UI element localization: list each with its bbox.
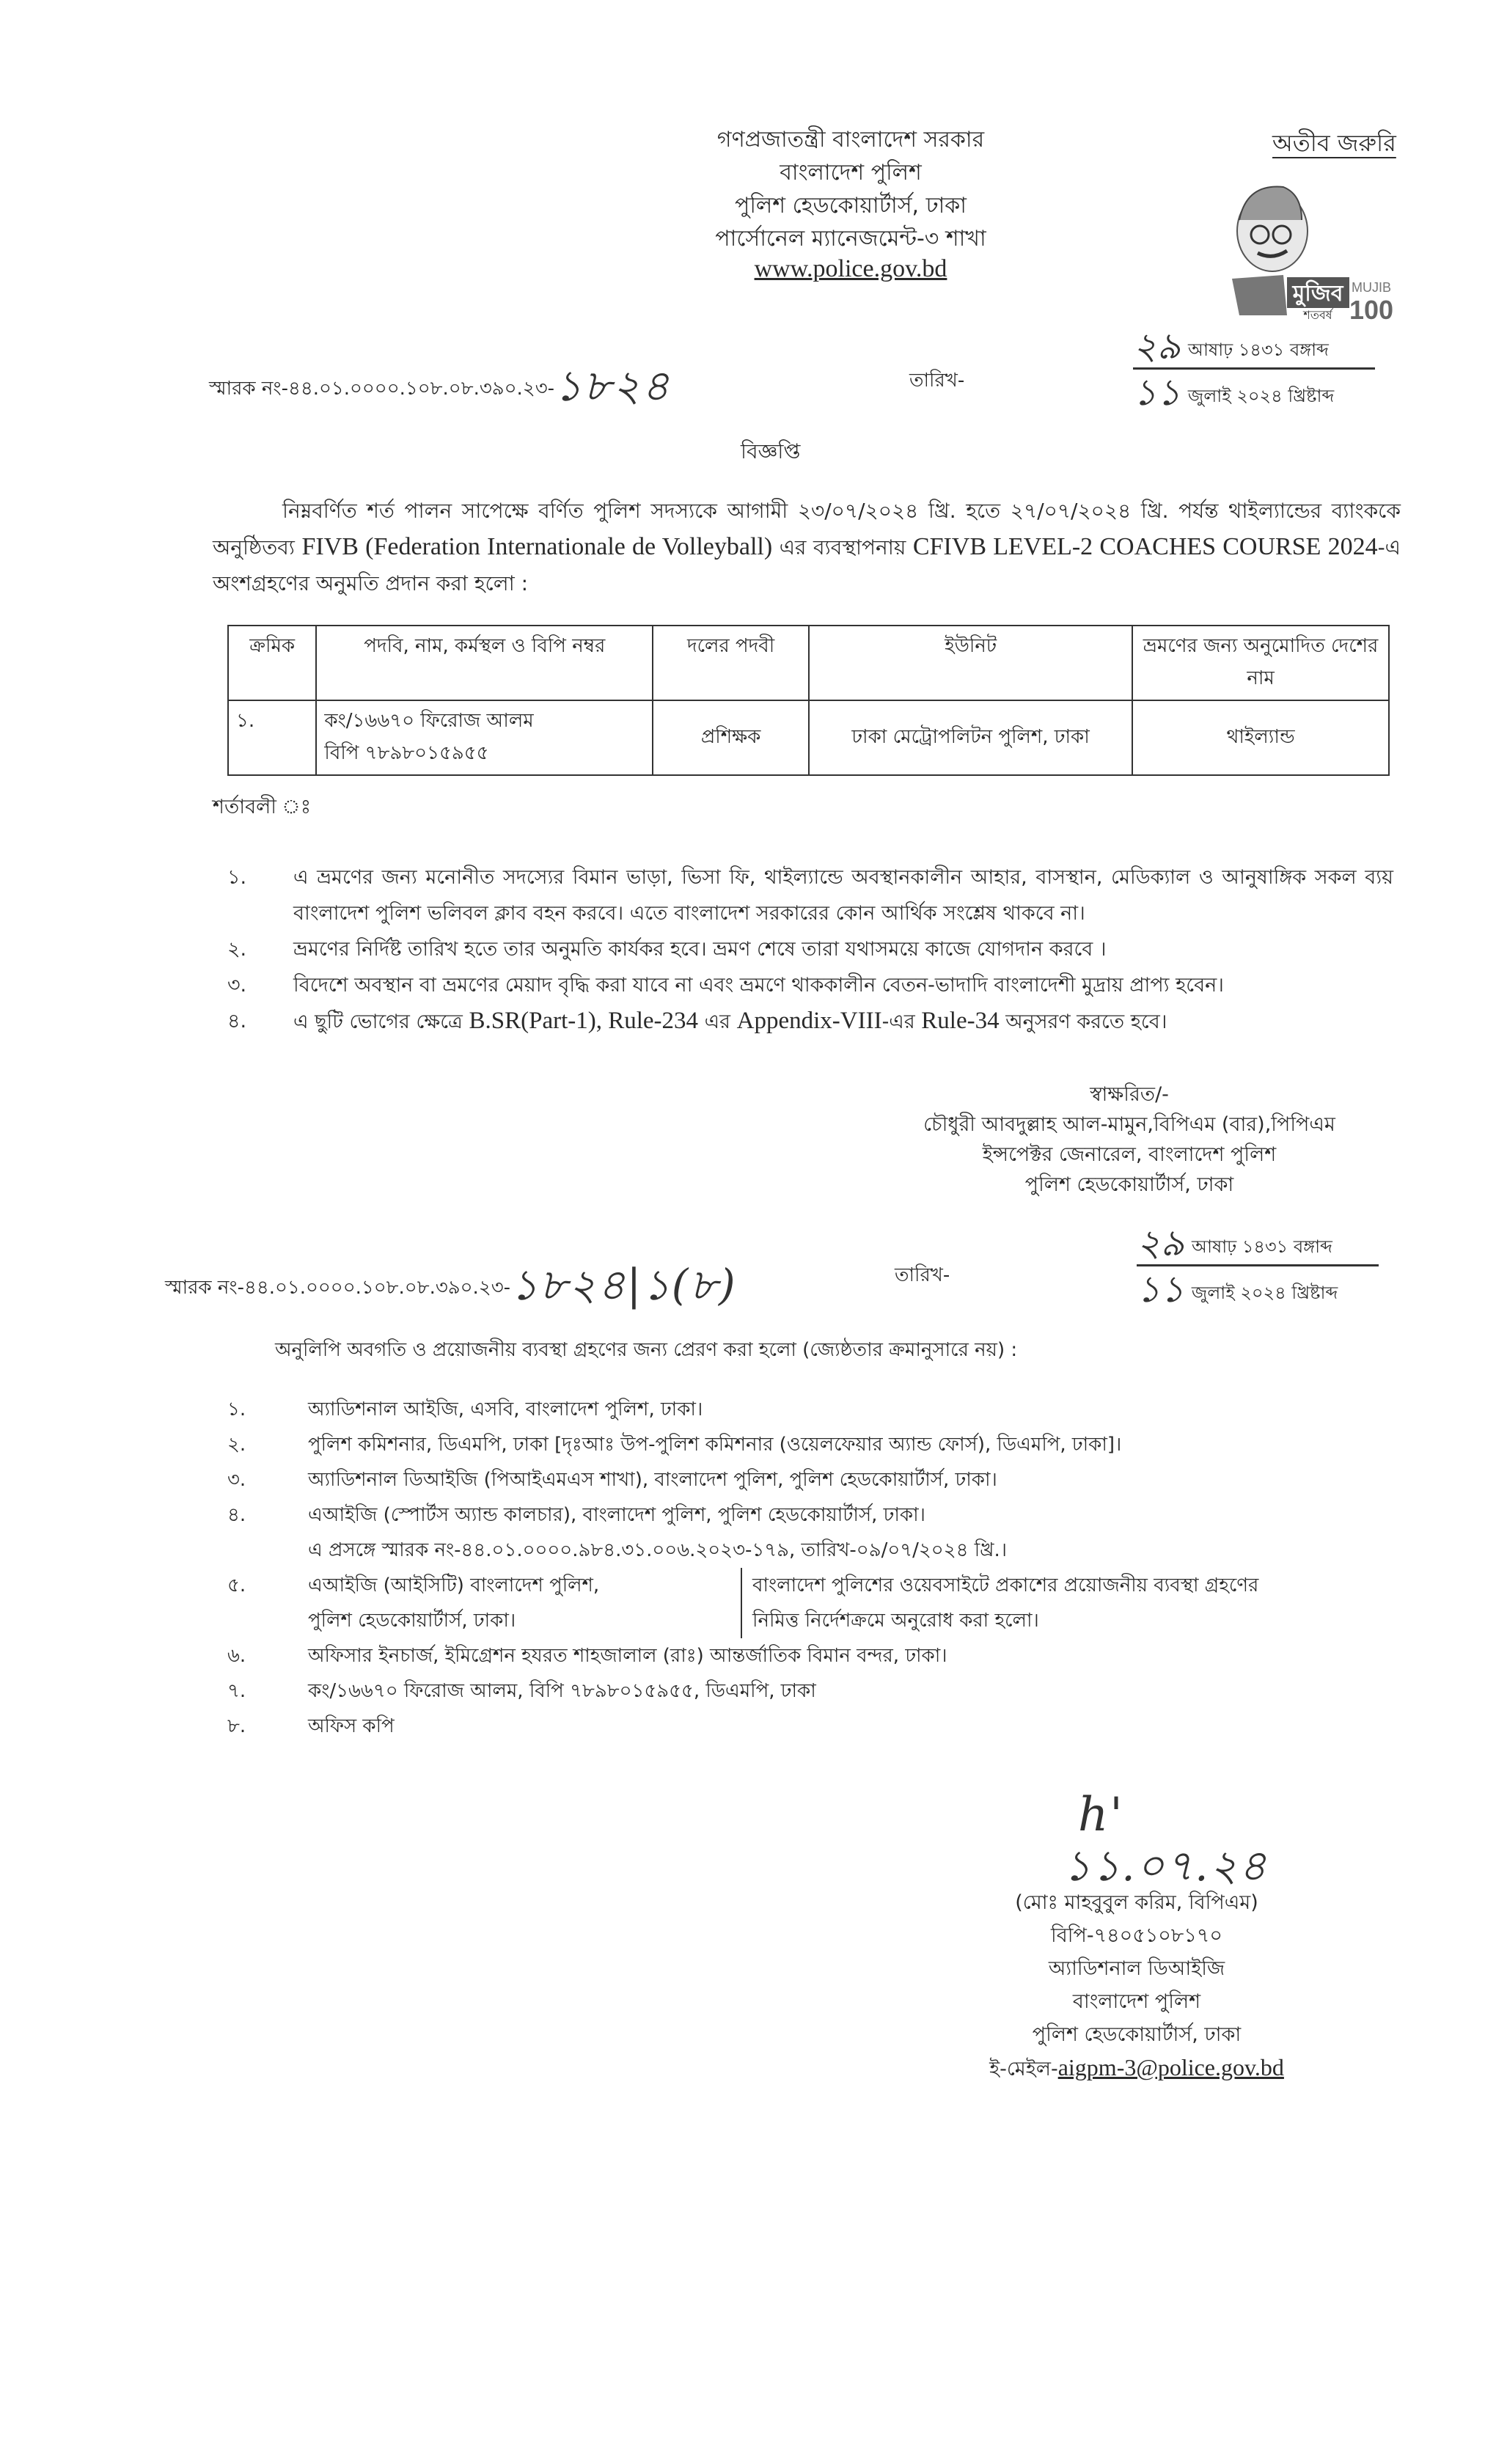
email-link[interactable]: aigpm-3@police.gov.bd <box>1057 2054 1284 2080</box>
table-header-row <box>228 626 1389 700</box>
office-name: পুলিশ হেডকোয়ার্টার্স, ঢাকা <box>734 193 967 219</box>
col-header-serial: ক্রমিক <box>228 626 316 700</box>
govt-name: গণপ্রজাতন্ত্রী বাংলাদেশ সরকার <box>716 127 985 153</box>
reference-note: এ প্রসঙ্গে স্মারক নং-৪৪.০১.০০০০.৯৮৪.৩১.০০৬.২০২৩-১৭৯, তারিখ-০৯/০৭/২০২৪ খ্রি.। <box>308 1539 1008 1561</box>
list-item: ৫. এআইজি (আইসিটি) বাংলাদেশ পুলিশ, পুলিশ হেডকোয়ার্টার্স, ঢাকা। বাংলাদেশ পুলিশের ওয়েবসাইটে প্রকাশের প্রয়োজনীয় ব্যবস্থা গ্রহণের নিমিত্ত নির্দেশক্রমে অনুরোধ করা হলো। <box>227 1568 1401 1638</box>
conditions-title: শর্তাবলী ঃ <box>213 796 312 818</box>
list-item: ২. পুলিশ কমিশনার, ডিএমপি, ঢাকা [দৃঃআঃ উপ-পুলিশ কমিশনার (ওয়েলফেয়ার অ্যান্ড ফোর্স), ডিএমপি, ঢাকা]। <box>227 1434 1122 1456</box>
gregorian-date: ১১ জুলাই ২০২৪ খ্রিষ্টাব্দ <box>1137 1268 1338 1310</box>
list-item: ৬. অফিসার ইনচার্জ, ইমিগ্রেশন হযরত শাহজালাল (রাঃ) আন্তর্জাতিক বিমান বন্দর, ঢাকা। <box>227 1645 947 1667</box>
list-item: ৩. অ্যাডিশনাল ডিআইজি (পিআইএমএস শাখা), বাংলাদেশ পুলিশ, পুলিশ হেডকোয়ার্টার্স, ঢাকা। <box>227 1469 997 1491</box>
date-divider <box>1137 1264 1379 1266</box>
svg-text:মুজিব: মুজিব <box>1292 281 1343 307</box>
handwritten-memo-number: ১৮২৪ <box>554 361 671 411</box>
cell-country: থাইল্যান্ড <box>1132 700 1389 775</box>
member-table <box>227 625 1390 776</box>
condition-item: ৩. বিদেশে অবস্থান বা ভ্রমণের মেয়াদ বৃদ্ধি করা যাবে না এবং ভ্রমণে থাককালীন বেতন-ভাদাদি বাংলাদেশী মুদ্রায় প্রাপ্য হবেন। <box>227 974 1224 997</box>
svg-text:শতবর্ষ: শতবর্ষ <box>1303 308 1332 322</box>
date-label: তারিখ- <box>909 370 965 392</box>
handwritten-memo-number: ১৮২৪|১(৮) <box>510 1260 737 1310</box>
website-request-note: বাংলাদেশ পুলিশের ওয়েবসাইটে প্রকাশের প্রয়োজনীয় ব্যবস্থা গ্রহণের নিমিত্ত নির্দেশক্রমে অনুরোধ করা হলো। <box>741 1568 1258 1638</box>
list-item: ৭. কং/১৬৬৭০ ফিরোজ আলম, বিপি ৭৮৯৮০১৫৯৫৫, ডিএমপি, ঢাকা <box>227 1680 816 1702</box>
date-label: তারিখ- <box>895 1264 950 1286</box>
memo-number-copy: স্মারক নং-৪৪.০১.০০০০.১০৮.০৮.৩৯০.২৩- ১৮২৪|১(৮) <box>165 1253 737 1324</box>
signatory-designation: ইন্সপেক্টর জেনারেল, বাংলাদেশ পুলিশ <box>982 1143 1277 1166</box>
signatory-office: পুলিশ হেডকোয়ার্টার্স, ঢাকা <box>1024 1173 1234 1196</box>
list-item: ৮. অফিস কপি <box>227 1715 395 1737</box>
condition-item: ২. ভ্রমণের নির্দিষ্ট তারিখ হতে তার অনুমতি কার্যকর হবে। ভ্রমণ শেষে তারা যথাসময়ে কাজে যোগদান করবে । <box>227 938 1107 961</box>
signatory-email: ই-মেইল-aigpm-3@police.gov.bd <box>989 2054 1284 2080</box>
col-header-name: পদবি, নাম, কর্মস্থল ও বিপি নম্বর <box>316 626 653 700</box>
org-name: বাংলাদেশ পুলিশ <box>780 160 922 186</box>
copy-list <box>227 1392 1401 1744</box>
signatory-office: পুলিশ হেডকোয়ার্টার্স, ঢাকা <box>1032 2023 1242 2046</box>
bangla-date: ২৯ আষাঢ় ১৪৩১ বঙ্গাব্দ <box>1137 1222 1332 1264</box>
cell-team-role: প্রশিক্ষক <box>653 700 809 775</box>
mujib-100-logo-icon <box>1232 169 1393 333</box>
signatory-name: চৌধুরী আবদুল্লাহ আল-মামুন,বিপিএম (বার),পিপিএম <box>923 1113 1335 1136</box>
gregorian-date: ১১ জুলাই ২০২৪ খ্রিষ্টাব্দ <box>1133 371 1335 414</box>
col-header-team-role: দলের পদবী <box>653 626 809 700</box>
signatory-designation: অ্যাডিশনাল ডিআইজি <box>1048 1957 1225 1980</box>
date-divider <box>1133 367 1375 370</box>
svg-text:MUJIB: MUJIB <box>1352 280 1391 295</box>
list-item: ১. অ্যাডিশনাল আইজি, এসবি, বাংলাদেশ পুলিশ, ঢাকা। <box>227 1398 703 1420</box>
letterhead <box>645 123 1056 283</box>
condition-item: ৪. এ ছুটি ভোগের ক্ষেত্রে B.SR(Part-1), Rule-234 এর Appendix-VIII-এর Rule-34 অনুসরণ করতে হবে। <box>227 1008 1167 1034</box>
cell-unit: ঢাকা মেট্রোপলিটন পুলিশ, ঢাকা <box>809 700 1132 775</box>
urgency-label: অতীব জরুরি <box>1272 129 1396 157</box>
copy-intro: অনুলিপি অবগতি ও প্রয়োজনীয় ব্যবস্থা গ্রহণের জন্য প্রেরণ করা হলো (জ্যেষ্ঠতার ক্রমানুসারে নয়) : <box>275 1339 1018 1361</box>
cell-name: কং/১৬৬৭০ ফিরোজ আলম বিপি ৭৮৯৮০১৫৯৫৫ <box>316 700 653 775</box>
memo-date <box>1133 326 1375 412</box>
condition-item: ১. এ ভ্রমণের জন্য মনোনীত সদস্যের বিমান ভাড়া, ভিসা ফি, থাইল্যান্ডে অবস্থানকালীন আহার, বাসস্থান, মেডিক্যাল ও আনুষাঙ্গিক সকল ব্যয় বাংলাদেশ পুলিশ ভলিবল ক্লাব বহন করবে। এতে বাংলাদেশ সরকারের কোন আর্থিক সংশ্লেষ থাকবে না। <box>227 866 1393 925</box>
conditions-list <box>227 859 1393 1040</box>
signature-block-addl-dig <box>946 1886 1327 2086</box>
svg-text:100: 100 <box>1349 295 1393 325</box>
website-link[interactable]: www.police.gov.bd <box>754 255 947 282</box>
signatory-org: বাংলাদেশ পুলিশ <box>1072 1990 1201 2013</box>
memo-number: স্মারক নং-৪৪.০১.০০০০.১০৮.০৮.৩৯০.২৩- ১৮২৪ <box>209 353 671 425</box>
col-header-country: ভ্রমণের জন্য অনুমোদিত দেশের নাম <box>1132 626 1389 700</box>
branch-name: পার্সোনেল ম্যানেজমেন্ট-৩ শাখা <box>715 226 986 252</box>
signatory-name: (মোঃ মাহবুবুল করিম, বিপিএম) <box>1015 1891 1258 1914</box>
cell-serial: ১. <box>228 700 316 775</box>
signature-block-igp <box>865 1079 1393 1200</box>
notice-title: বিজ্ঞপ্তি <box>741 439 801 463</box>
list-item: ৪. এআইজি (স্পোর্টস অ্যান্ড কালচার), বাংলাদেশ পুলিশ, পুলিশ হেডকোয়ার্টার্স, ঢাকা। এ প্রসঙ্গে স্মারক নং-৪৪.০১.০০০০.৯৮৪.৩১.০০৬.২০২৩-১৭৯, তারিখ-০৯/০৭/২০২৪ খ্রি.। <box>227 1497 1401 1568</box>
handwritten-sign-date: ১১.০৭.২৪ <box>1063 1841 1268 1891</box>
col-header-unit: ইউনিট <box>809 626 1132 700</box>
table-row <box>228 700 1389 775</box>
signed-mark: স্বাক্ষরিত/- <box>1090 1083 1169 1106</box>
handwritten-initials: h' <box>1078 1788 1124 1842</box>
bangla-date: ২৯ আষাঢ় ১৪৩১ বঙ্গাব্দ <box>1133 325 1329 367</box>
signatory-bp-number: বিপি-৭৪০৫১০৮১৭০ <box>1051 1924 1222 1947</box>
intro-paragraph: নিম্নবর্ণিত শর্ত পালন সাপেক্ষে বর্ণিত পুলিশ সদস্যকে আগামী ২৩/০৭/২০২৪ খ্রি. হতে ২৭/০৭/২০২৪ খ্রি. পর্যন্ত থাইল্যান্ডের ব্যাংককে অনুষ্ঠিতব্য FIVB (Federation Internationale de Volleyball) এর ব্যবস্থাপনায় CFIVB LEVEL-2 COACHES COURSE 2024-এ অংশগ্রহণের অনুমতি প্রদান করা হলো : <box>213 499 1401 595</box>
memo-date-copy <box>1137 1223 1379 1309</box>
